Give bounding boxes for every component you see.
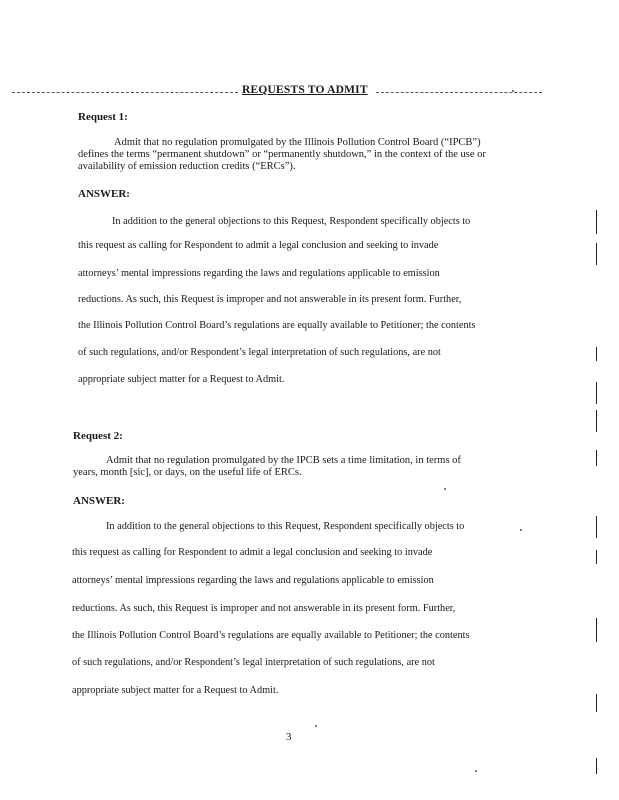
scan-speck	[444, 488, 446, 490]
request-1-answer-label: ANSWER:	[78, 188, 130, 200]
scan-margin-mark	[596, 410, 597, 432]
scan-margin-mark	[596, 382, 597, 404]
request-2-answer-line-6: of such regulations, and/or Respondent’s legal interpretation of such regulations, are not	[72, 657, 435, 668]
section-title: REQUESTS TO ADMIT	[242, 84, 368, 96]
request-1-line-1: Admit that no regulation promulgated by the Illinois Pollution Control Board (“IPCB”)	[114, 137, 481, 148]
scan-margin-mark	[596, 758, 597, 774]
header-rule-left	[12, 92, 238, 93]
scan-speck	[475, 770, 477, 772]
request-2-label: Request 2:	[73, 430, 123, 442]
request-1-answer-line-7: appropriate subject matter for a Request to Admit.	[78, 374, 285, 385]
request-1-answer-line-6: of such regulations, and/or Respondent’s legal interpretation of such regulations, are not	[78, 347, 441, 358]
scan-margin-mark	[596, 550, 597, 564]
scan-margin-mark	[596, 516, 597, 538]
request-1-answer-line-1: In addition to the general objections to this Request, Respondent specifically objects to	[112, 216, 471, 227]
request-1-answer-line-3: attorneys’ mental impressions regarding the laws and regulations applicable to emission	[78, 268, 440, 279]
request-2-line-1: Admit that no regulation promulgated by the IPCB sets a time limitation, in terms of	[106, 455, 461, 466]
request-2-answer-line-3: attorneys’ mental impressions regarding the laws and regulations applicable to emission	[72, 575, 434, 586]
scan-margin-mark	[596, 243, 597, 265]
request-2-line-2: years, month [sic], or days, on the useful life of ERCs.	[73, 467, 302, 478]
request-2-answer-line-2: this request as calling for Respondent to admit a legal conclusion and seeking to invade	[72, 547, 433, 558]
scan-margin-mark	[596, 450, 597, 466]
request-2-answer-label: ANSWER:	[73, 495, 125, 507]
request-1-line-2: defines the terms “permanent shutdown” or “permanently shutdown,” in the context of the use or	[78, 149, 486, 160]
request-1-answer-line-5: the Illinois Pollution Control Board’s regulations are equally available to Petitioner; the contents	[78, 320, 476, 331]
scan-speck	[315, 725, 317, 727]
request-1-answer-line-4: reductions. As such, this Request is improper and not answerable in its present form. Further,	[78, 294, 462, 305]
scan-margin-mark	[596, 210, 597, 234]
scan-margin-mark	[596, 694, 597, 712]
request-2-answer-line-7: appropriate subject matter for a Request to Admit.	[72, 685, 279, 696]
request-1-label: Request 1:	[78, 111, 128, 123]
header-rule-right	[376, 92, 542, 93]
scan-margin-mark	[596, 347, 597, 361]
request-2-answer-line-5: the Illinois Pollution Control Board’s regulations are equally available to Petitioner; the contents	[72, 630, 470, 641]
scan-speck	[512, 90, 514, 92]
request-2-answer-line-4: reductions. As such, this Request is improper and not answerable in its present form. Further,	[72, 603, 456, 614]
request-2-answer-line-1: In addition to the general objections to this Request, Respondent specifically objects to	[106, 521, 465, 532]
request-1-line-3: availability of emission reduction credits (“ERCs”).	[78, 161, 296, 172]
section-header	[0, 84, 619, 98]
scan-speck	[520, 529, 522, 531]
scan-margin-mark	[596, 618, 597, 642]
request-1-answer-line-2: this request as calling for Respondent to admit a legal conclusion and seeking to invade	[78, 240, 439, 251]
page-number: 3	[286, 731, 292, 743]
